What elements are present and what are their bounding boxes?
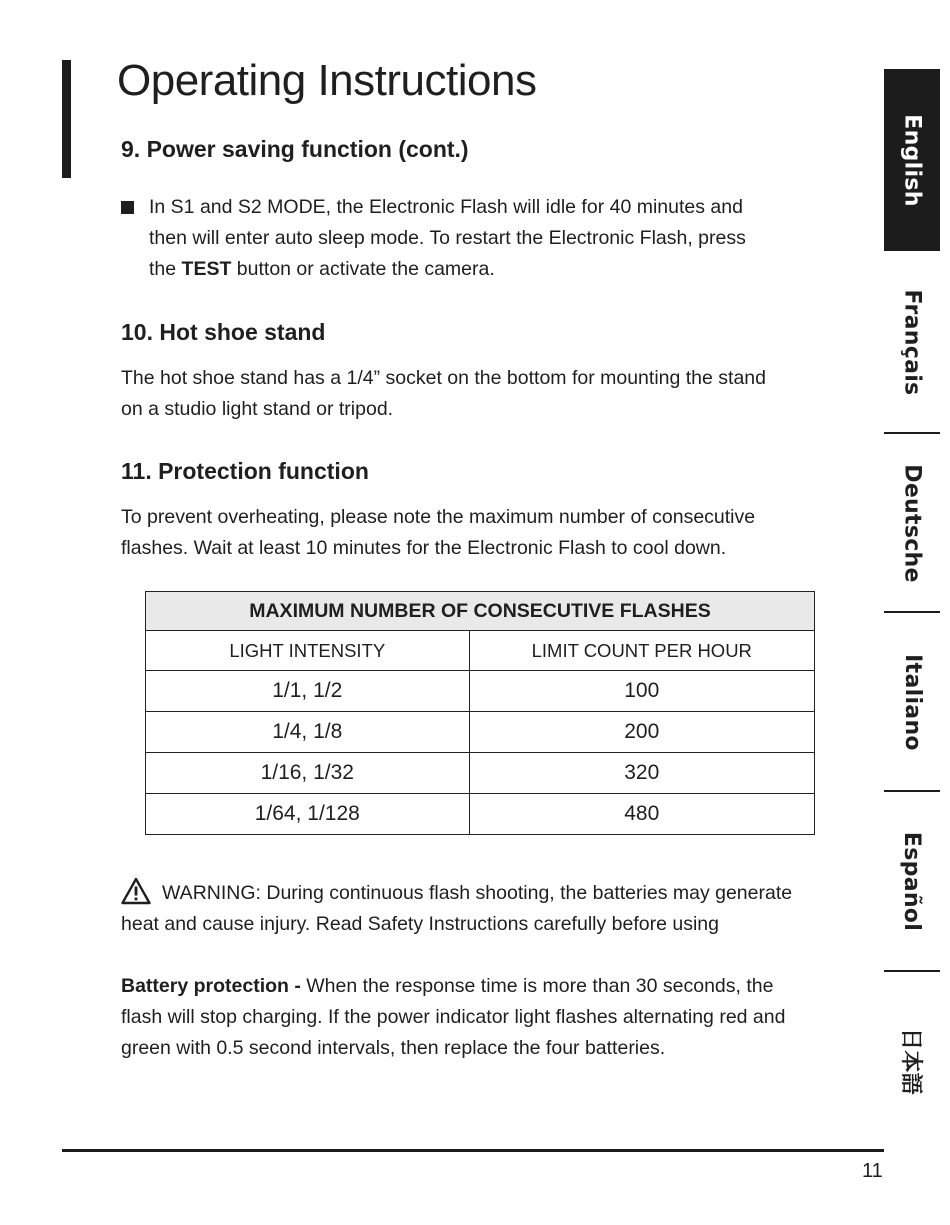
tab-divider: [884, 611, 940, 613]
bullet-square-icon: [121, 201, 134, 214]
footer-rule: [62, 1149, 884, 1152]
battery-line-3: green with 0.5 second intervals, then replace the four batteries.: [121, 1037, 666, 1059]
tab-japanese-label: 日本語: [897, 1028, 923, 1095]
page-number: 11: [862, 1160, 883, 1182]
section-marker-bar: [62, 60, 71, 178]
page-title: Operating Instructions: [117, 56, 537, 105]
tab-italiano-label: Italiano: [899, 654, 925, 751]
table-row: [146, 671, 815, 712]
section-9-heading: 9. Power saving function (cont.): [121, 136, 469, 162]
tab-english[interactable]: [884, 69, 940, 251]
table-row: [146, 753, 815, 794]
section-10-text: [121, 363, 841, 425]
tab-espanol[interactable]: [884, 794, 940, 969]
battery-protection-text: [121, 971, 841, 1064]
column-header-limit-count: LIMIT COUNT PER HOUR: [469, 631, 814, 671]
table-cell-intensity: 1/1, 1/2: [146, 671, 470, 712]
section-10-heading: 10. Hot shoe stand: [121, 319, 326, 345]
tab-japanese[interactable]: [884, 974, 940, 1149]
tab-english-label: English: [899, 113, 925, 207]
section-10-line-2: on a studio light stand or tripod.: [121, 398, 394, 420]
table-cell-count: 100: [469, 671, 814, 712]
table-cell-count: 480: [469, 794, 814, 835]
tab-italiano[interactable]: [884, 615, 940, 790]
battery-line-1: When the response time is more than 30 seconds, the: [300, 975, 774, 997]
warning-line-2: heat and cause injury. Read Safety Instructions carefully before using: [121, 913, 719, 935]
section-11-line-2: flashes. Wait at least 10 minutes for the Electronic Flash to cool down.: [121, 537, 727, 559]
table-cell-intensity: 1/64, 1/128: [146, 794, 470, 835]
table-title: MAXIMUM NUMBER OF CONSECUTIVE FLASHES: [146, 592, 815, 631]
column-header-light-intensity: LIGHT INTENSITY: [146, 631, 470, 671]
section-11-line-1: To prevent overheating, please note the maximum number of consecutive: [121, 506, 756, 528]
table-cell-intensity: 1/16, 1/32: [146, 753, 470, 794]
section-10-line-1: The hot shoe stand has a 1/4” socket on the bottom for mounting the stand: [121, 367, 766, 389]
tab-divider: [884, 970, 940, 972]
table-row: [146, 712, 815, 753]
tab-espanol-label: Español: [899, 831, 925, 932]
table-row: [146, 794, 815, 835]
section-11-text: [121, 502, 841, 564]
consecutive-flashes-table: [145, 591, 815, 835]
bullet-line-3-post: button or activate the camera.: [231, 258, 495, 280]
bullet-line-3-pre: the: [149, 258, 182, 280]
warning-line-1: WARNING: During continuous flash shooting, the batteries may generate: [162, 882, 793, 904]
table-cell-count: 200: [469, 712, 814, 753]
tab-divider: [884, 790, 940, 792]
tab-divider: [884, 432, 940, 434]
test-button-name: TEST: [181, 258, 232, 280]
tab-deutsche[interactable]: [884, 436, 940, 611]
warning-triangle-icon: [121, 877, 151, 905]
tab-francais[interactable]: [884, 255, 940, 430]
tab-deutsche-label: Deutsche: [899, 464, 925, 583]
section-11-heading: 11. Protection function: [121, 458, 369, 484]
table-cell-count: 320: [469, 753, 814, 794]
battery-protection-label: Battery protection -: [121, 975, 301, 997]
bullet-line-2: then will enter auto sleep mode. To restart the Electronic Flash, press: [149, 227, 746, 249]
table-cell-intensity: 1/4, 1/8: [146, 712, 470, 753]
tab-francais-label: Français: [899, 289, 925, 396]
section-9-bullet-text: [149, 192, 809, 285]
battery-line-2: flash will stop charging. If the power indicator light flashes alternating red and: [121, 1006, 786, 1028]
bullet-line-1: In S1 and S2 MODE, the Electronic Flash will idle for 40 minutes and: [149, 196, 743, 218]
